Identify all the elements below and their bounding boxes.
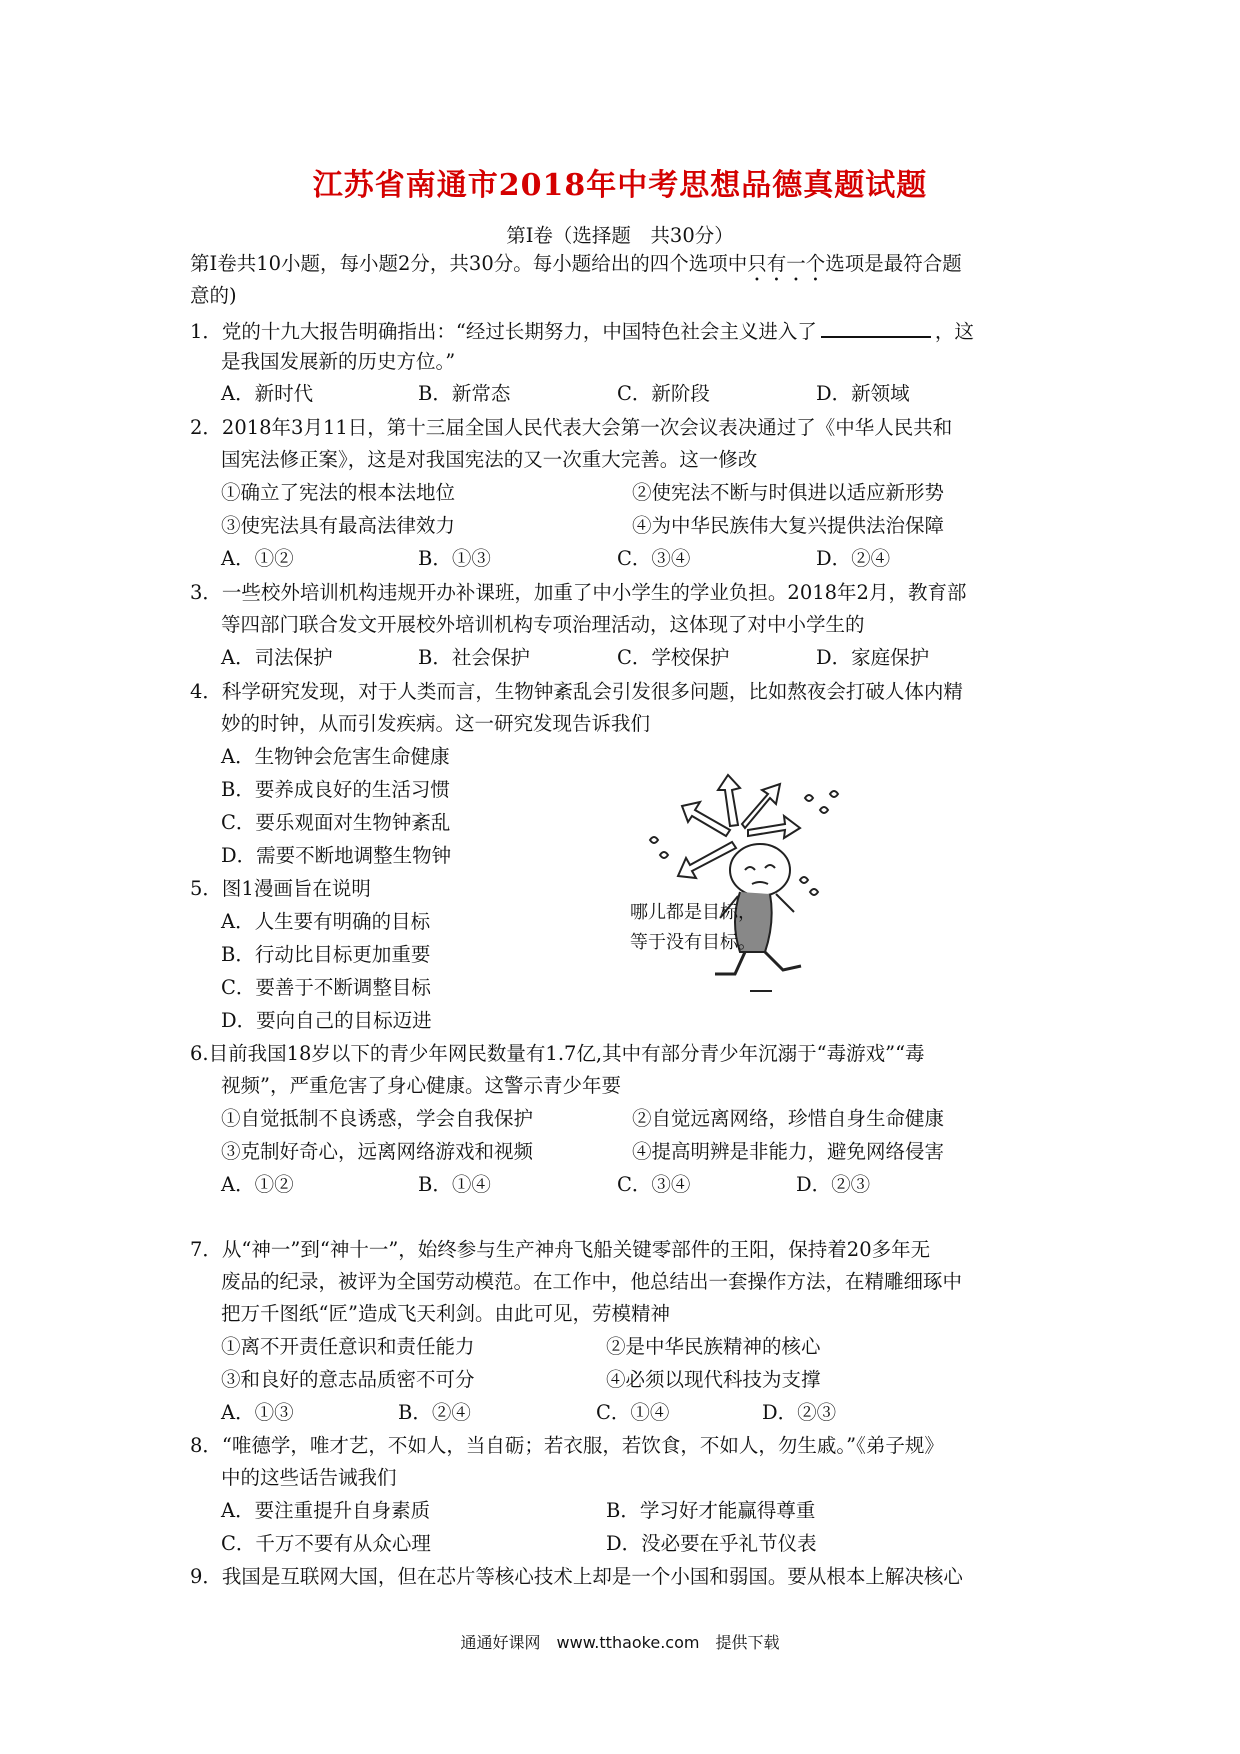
q7-stem-line-2: 废品的纪录，被评为全国劳动模范。在工作中，他总结出一套操作方法，在精雕细琢中 [221,1270,963,1293]
q6-option-b: B．①④ [418,1173,491,1196]
q1-option-c: C．新阶段 [617,382,710,405]
q7-option-a: A．①③ [221,1401,294,1424]
q5-option-b: B．行动比目标更加重要 [221,943,431,966]
q4-option-d: D．需要不断地调整生物钟 [221,844,452,867]
q2-option-d: D．②④ [816,547,891,570]
q2-item-1: ①确立了宪法的根本法地位 [221,481,456,504]
answer-blank [821,318,931,338]
q3-option-b: B．社会保护 [418,646,530,669]
q8-option-d: D．没必要在乎礼节仪表 [606,1532,817,1555]
q6-option-a: A．①② [221,1173,294,1196]
q6-stem-line-2: 视频”，严重危害了身心健康。这警示青少年要 [221,1074,621,1097]
q3-stem-line-2: 等四部门联合发文开展校外培训机构专项治理活动，这体现了对中小学生的 [221,613,865,636]
q1-stem-line-2: 是我国发展新的历史方位。” [221,350,456,373]
q7-option-d: D．②③ [762,1401,837,1424]
q2-item-4: ④为中华民族伟大复兴提供法治保障 [632,514,945,537]
figure-label-dash [750,990,772,992]
q7-stem-line-1: 7．从“神一”到“神十一”，始终参与生产神舟飞船关键零部件的王阳，保持着20多年无 [190,1238,931,1261]
q6-item-4: ④提高明辨是非能力，避免网络侵害 [632,1140,945,1163]
q3-option-a: A．司法保护 [221,646,333,669]
page-footer: 通通好课网 www.tthaoke.com 提供下载 [460,1633,780,1652]
q5-stem-line-1: 5．图1漫画旨在说明 [190,877,371,900]
q4-stem-line-1: 4．科学研究发现，对于人类而言，生物钟紊乱会引发很多问题，比如熬夜会打破人体内精 [190,680,963,703]
q5-option-a: A．人生要有明确的目标 [221,910,431,933]
q8-stem-line-1: 8．“唯德学，唯才艺，不如人，当自砺；若衣服，若饮食，不如人，勿生戚。”《弟子规》 [190,1434,944,1457]
q1-option-b: B．新常态 [418,382,511,405]
instructions-line-2: 意的) [190,284,237,307]
q3-stem-line-1: 3．一些校外培训机构违规开办补课班，加重了中小学生的学业负担。2018年2月，教育部 [190,581,967,604]
q1-option-d: D．新领域 [816,382,910,405]
q7-item-3: ③和良好的意志品质密不可分 [221,1368,475,1391]
q7-item-1: ①离不开责任意识和责任能力 [221,1335,475,1358]
q6-item-3: ③克制好奇心，远离网络游戏和视频 [221,1140,534,1163]
q8-option-a: A．要注重提升自身素质 [221,1499,431,1522]
q5-option-c: C．要善于不断调整目标 [221,976,431,999]
q3-option-d: D．家庭保护 [816,646,930,669]
q7-option-b: B．②④ [398,1401,471,1424]
q4-option-b: B．要养成良好的生活习惯 [221,778,450,801]
q6-option-d: D．②③ [796,1173,871,1196]
q2-stem-line-1: 2．2018年3月11日，第十三届全国人民代表大会第一次会议表决通过了《中华人民共和 [190,416,953,439]
cartoon-caption-line-1: 哪儿都是目标， [630,902,756,923]
q2-item-3: ③使宪法具有最高法律效力 [221,514,456,537]
q1-stem-line-1: 1．党的十九大报告明确指出：“经过长期努力，中国特色社会主义进入了 ，这 [190,320,974,343]
q8-stem-line-2: 中的这些话告诫我们 [221,1466,397,1489]
q5-option-d: D．要向自己的目标迈进 [221,1009,432,1032]
instructions-line-1: 第Ⅰ卷共10小题，每小题2分，共30分。每小题给出的四个选项中只有一个选项是最符合题 [190,252,962,275]
section-heading: 第Ⅰ卷（选择题 共30分） [506,224,734,247]
q6-item-1: ①自觉抵制不良诱惑，学会自我保护 [221,1107,534,1130]
q4-option-a: A．生物钟会危害生命健康 [221,745,450,768]
q7-stem-line-3: 把万千图纸“匠”造成飞天利剑。由此可见，劳模精神 [221,1302,670,1325]
q6-item-2: ②自觉远离网络，珍惜自身生命健康 [632,1107,945,1130]
q8-option-c: C．千万不要有从众心理 [221,1532,431,1555]
q9-stem-line-1: 9．我国是互联网大国，但在芯片等核心技术上却是一个小国和弱国。要从根本上解决核心 [190,1565,963,1588]
q2-option-b: B．①③ [418,547,491,570]
q7-item-2: ②是中华民族精神的核心 [606,1335,821,1358]
q7-option-c: C．①④ [596,1401,670,1424]
q7-item-4: ④必须以现代科技为支撑 [606,1368,821,1391]
q2-item-2: ②使宪法不断与时俱进以适应新形势 [632,481,945,504]
page-title: 江苏省南通市2018年中考思想品德真题试题 [312,168,928,203]
q1-option-a: A．新时代 [221,382,314,405]
cartoon-caption-line-2: 等于没有目标。 [630,932,756,953]
q2-stem-line-2: 国宪法修正案》，这是对我国宪法的又一次重大完善。这一修改 [221,448,758,471]
emphasis-text: 只有一个 [747,252,826,275]
q6-option-c: C．③④ [617,1173,691,1196]
q2-option-c: C．③④ [617,547,691,570]
q6-stem-line-1: 6.目前我国18岁以下的青少年网民数量有1.7亿,其中有部分青少年沉溺于“毒游戏”“毒 [190,1042,925,1065]
q4-stem-line-2: 妙的时钟，从而引发疾病。这一研究发现告诉我们 [221,712,651,735]
q2-option-a: A．①② [221,547,294,570]
q4-option-c: C．要乐观面对生物钟紊乱 [221,811,451,834]
q8-option-b: B．学习好才能赢得尊重 [606,1499,816,1522]
q3-option-c: C．学校保护 [617,646,730,669]
